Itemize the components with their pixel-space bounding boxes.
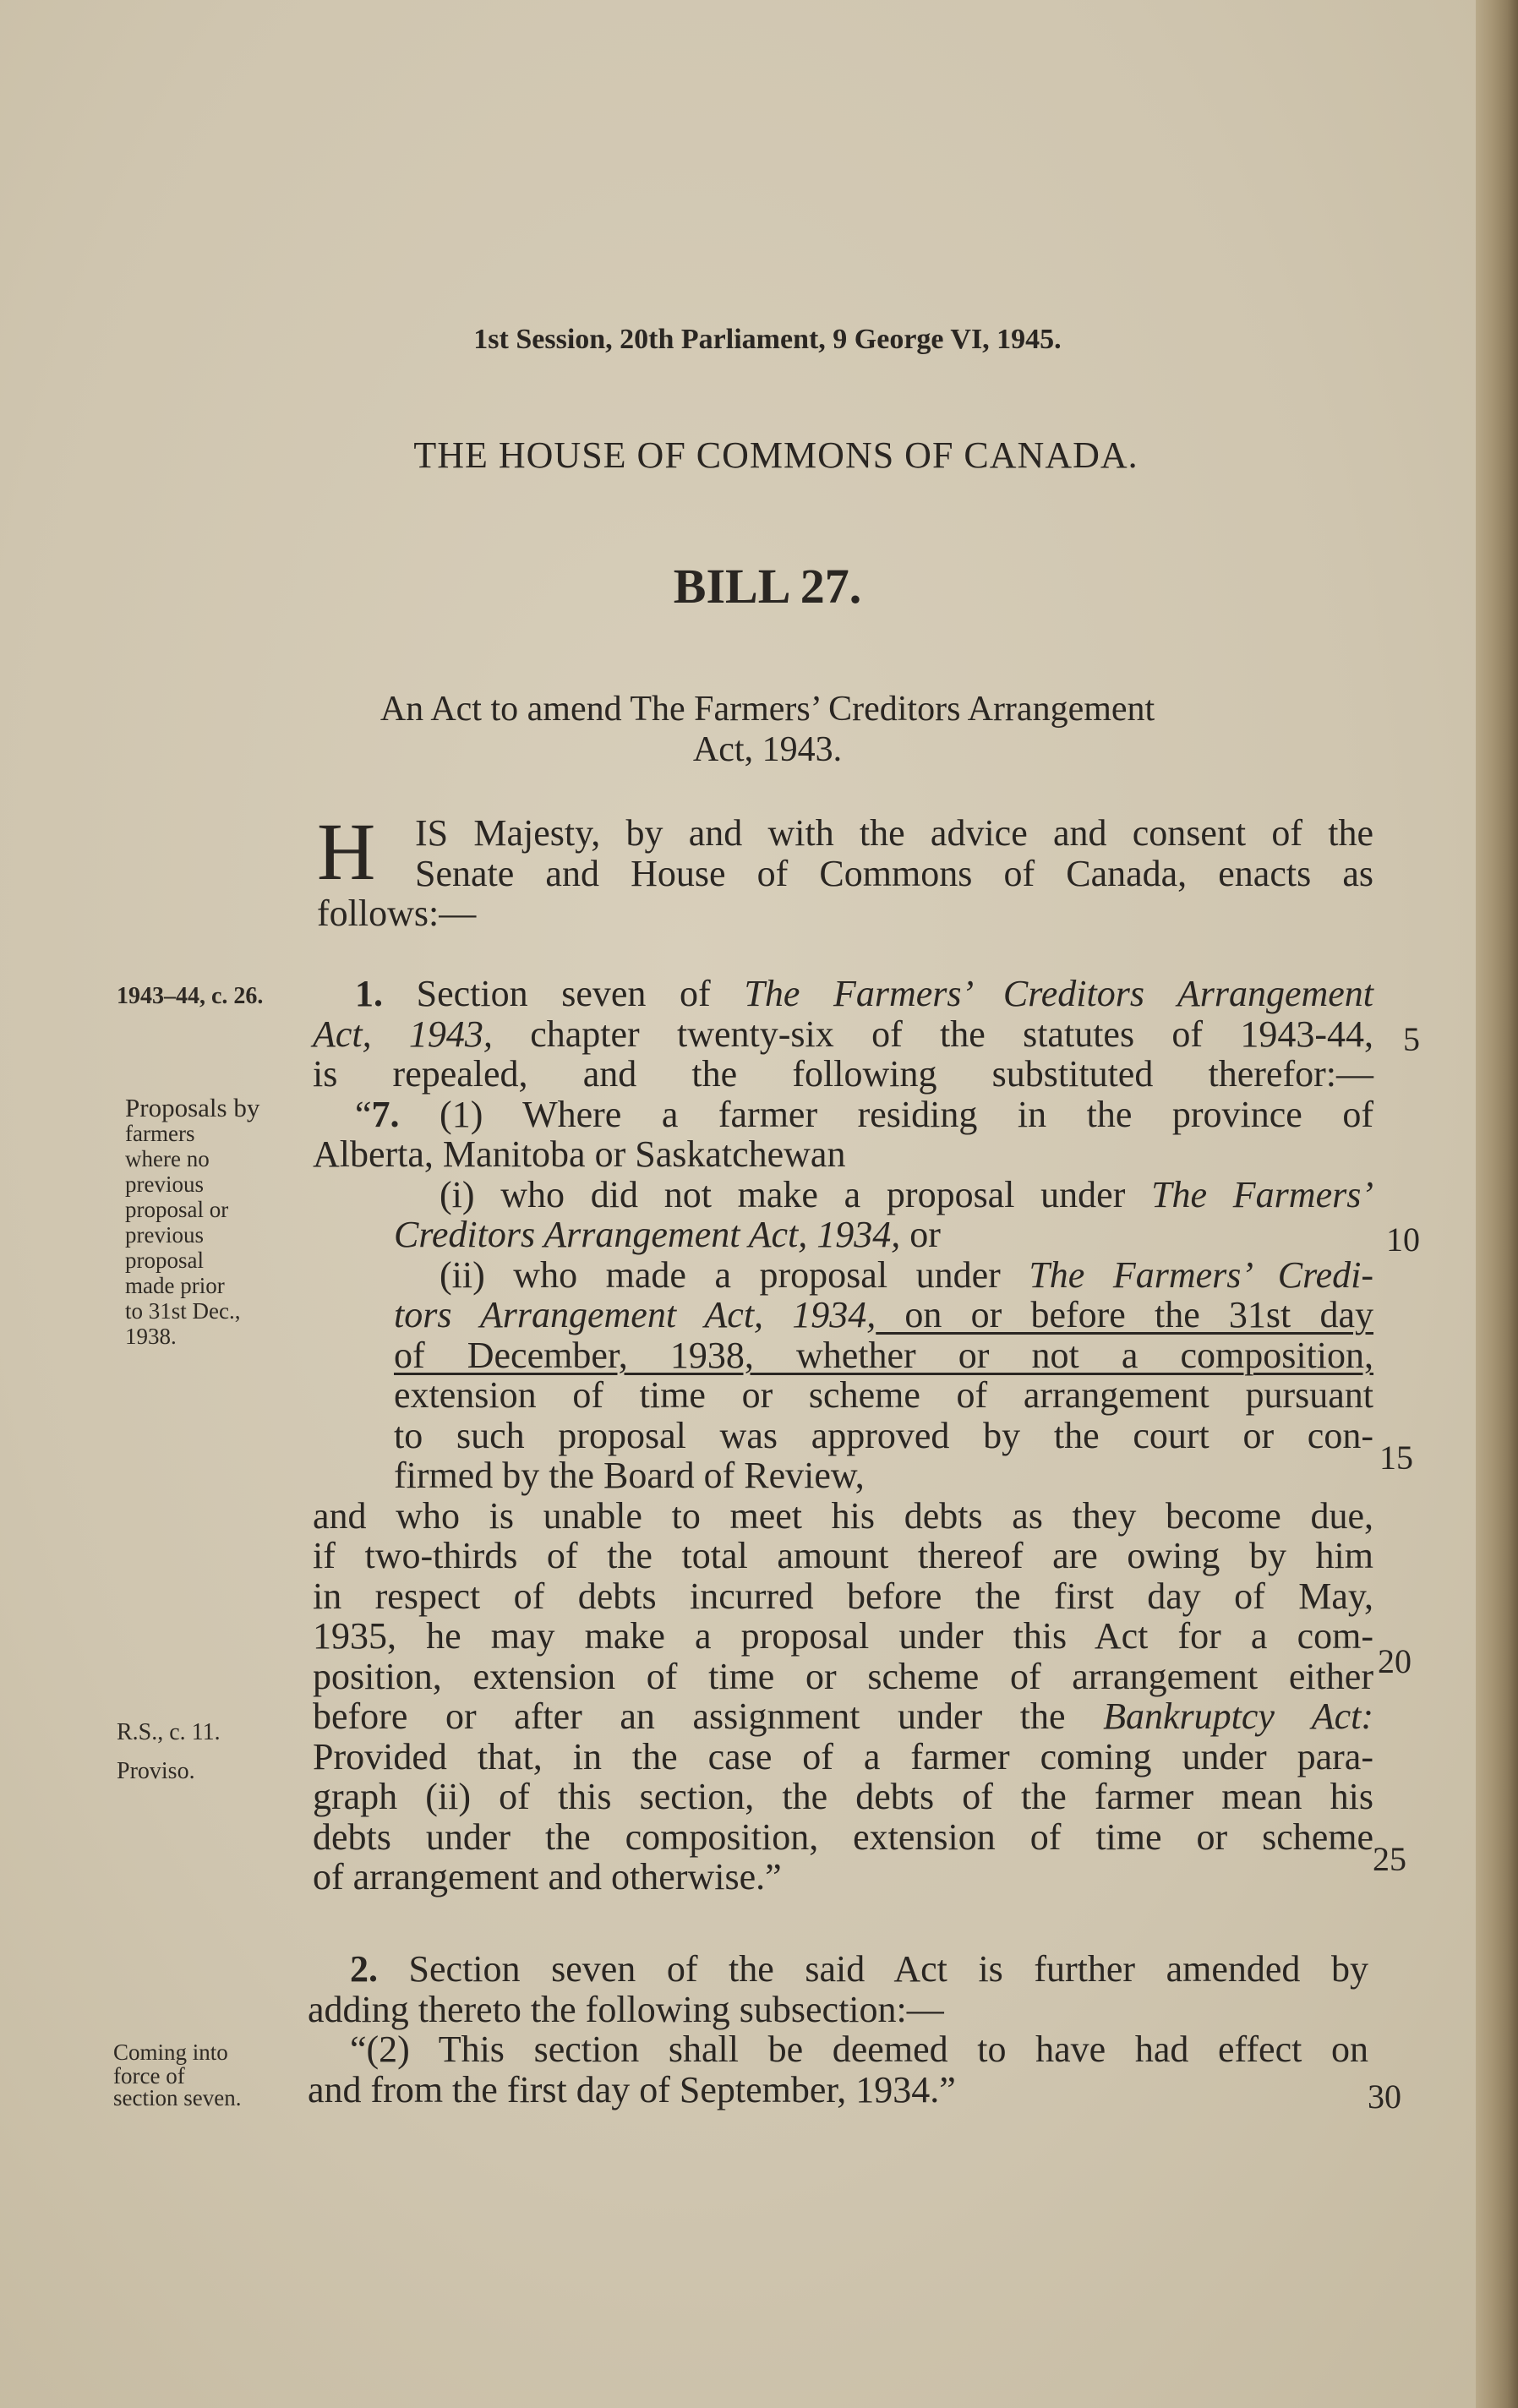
margin-note-proviso: Proviso. <box>117 1758 195 1784</box>
s1-line-3: is repealed, and the following substituted therefor:— <box>313 1053 1373 1095</box>
s1-line-4: “7. (1) Where a farmer residing in the province of <box>355 1093 1373 1135</box>
s2-line-4: and from the first day of September, 1934.” <box>308 2068 956 2110</box>
bill-title <box>8 689 1518 770</box>
section-2 <box>308 1949 1368 2110</box>
margin-note-rs: R.S., c. 11. <box>117 1719 221 1745</box>
underlined-text: of December, 1938, whether or not a composition, <box>394 1334 1373 1376</box>
enacting-line-3: follows:— <box>317 893 477 934</box>
section-number-1: 1. <box>355 973 383 1014</box>
section-number-2: 2. <box>350 1948 378 1990</box>
s1-line-14: and who is unable to meet his debts as they become due, <box>313 1494 1373 1537</box>
s1-line-6: (i) who did not make a proposal under The Farmers’ <box>440 1173 1374 1215</box>
s1-line-20: Provided that, in the case of a farmer coming under para- <box>313 1735 1373 1777</box>
s1-line-18: position, extension of time or scheme of arrangement either <box>313 1655 1373 1697</box>
line-number: 25 <box>1373 1840 1406 1878</box>
section-1 <box>313 974 1373 1897</box>
underlined-text: on or before the 31st day <box>876 1294 1373 1335</box>
s1-line-19: before or after an assignment under the Bankruptcy Act: <box>313 1695 1373 1737</box>
enacting-line-1: IS Majesty, by and with the advice and consent of the <box>415 812 1373 854</box>
line-number: 20 <box>1378 1642 1412 1680</box>
s1-line-13: firmed by the Board of Review, <box>394 1455 865 1496</box>
session-line: 1st Session, 20th Parliament, 9 George VI, 1945. <box>473 324 1062 355</box>
s1-line-8: (ii) who made a proposal under The Farmers’ Credi- <box>440 1253 1373 1296</box>
enacting-line-2: Senate and House of Commons of Canada, enacts as <box>415 852 1373 894</box>
line-number: 5 <box>1403 1020 1420 1058</box>
s1-line-9: tors Arrangement Act, 1934, on or before the 31st day <box>394 1294 1373 1335</box>
s1-line-1: 1. Section seven of The Farmers’ Creditors Arrangement <box>355 973 1374 1014</box>
s2-line-3: “(2) This section shall be deemed to have had effect on <box>350 2029 1368 2070</box>
s1-line-11: extension of time or scheme of arrangement pursuant <box>394 1374 1373 1416</box>
line-number: 30 <box>1368 2078 1401 2116</box>
house-heading: THE HOUSE OF COMMONS OF CANADA. <box>413 434 1138 476</box>
s1-line-2: Act, 1943, chapter twenty-six of the statutes of 1943-44, <box>313 1013 1373 1055</box>
bill-title-line-1: An Act to amend The Farmers’ Creditors Arrangement <box>380 690 1155 729</box>
s1-line-17: 1935, he may make a proposal under this Act for a com- <box>313 1615 1373 1657</box>
s1-line-23: of arrangement and otherwise.” <box>313 1856 782 1897</box>
s1-line-15: if two-thirds of the total amount thereof are owing by him <box>313 1535 1373 1576</box>
s1-line-21: graph (ii) of this section, the debts of the farmer mean his <box>313 1776 1373 1817</box>
s1-line-12: to such proposal was approved by the court or con- <box>394 1414 1373 1456</box>
margin-note-citation: 1943–44, c. 26. <box>117 983 264 1009</box>
bill-number: BILL 27. <box>673 559 862 614</box>
line-number: 15 <box>1379 1439 1413 1477</box>
s2-line-2: adding thereto the following subsection:— <box>308 1988 944 2030</box>
line-number: 10 <box>1386 1220 1420 1259</box>
s1-line-16: in respect of debts incurred before the first day of May, <box>313 1575 1373 1617</box>
page-edge <box>1476 0 1518 2408</box>
bill-title-line-2: Act, 1943. <box>692 730 843 769</box>
margin-note-coming-into-force: Coming into force of section seven. <box>113 2039 242 2110</box>
s2-line-1: 2. Section seven of the said Act is further amended by <box>350 1948 1368 1990</box>
s1-line-22: debts under the composition, extension of time or scheme <box>313 1816 1373 1858</box>
act-title: The Farmers’ Creditors Arrangement <box>744 973 1374 1014</box>
drop-cap: H <box>317 806 376 897</box>
s1-line-7: Creditors Arrangement Act, 1934, or <box>394 1214 941 1255</box>
enacting-clause <box>317 806 1373 934</box>
s1-line-5: Alberta, Manitoba or Saskatchewan <box>313 1133 846 1175</box>
s1-line-10 <box>394 1335 1373 1376</box>
margin-note-proposals: Proposals by farmers where no previous proposal or previous proposal made prior to 31st Dec., 1938. <box>125 1093 260 1349</box>
